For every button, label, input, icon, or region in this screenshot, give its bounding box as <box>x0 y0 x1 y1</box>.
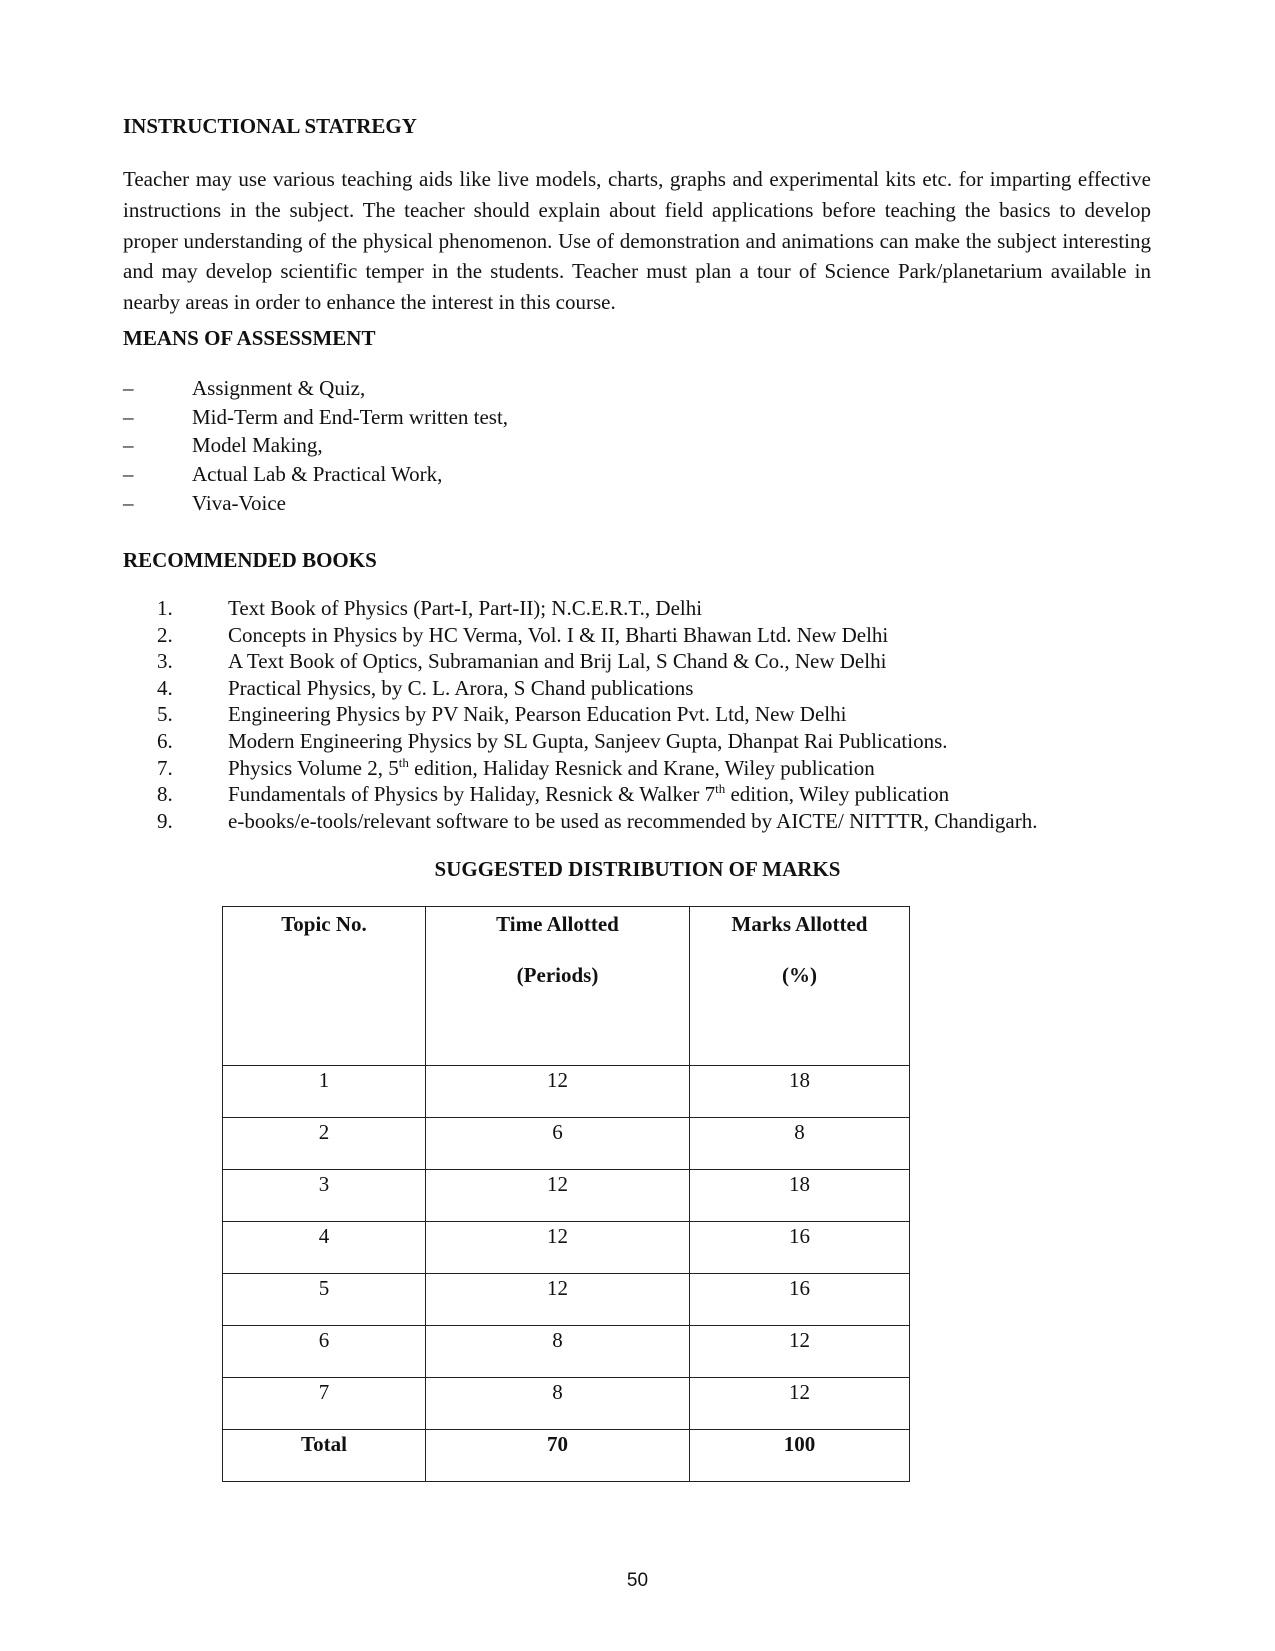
list-item-text <box>228 782 949 807</box>
list-item-number: 9. <box>157 808 173 833</box>
list-item-text-part: edition, Haliday Resnick and Krane, Wiley publication <box>408 755 875 780</box>
header-topic-no <box>223 907 426 1066</box>
table-row <box>223 1222 910 1274</box>
page-number: 50 <box>626 1570 649 1591</box>
bullet-dash: – <box>123 376 134 400</box>
cell-marks: 16 <box>690 1274 910 1326</box>
cell-topic: 1 <box>223 1066 426 1118</box>
table-total-row <box>223 1430 910 1482</box>
cell-marks: 12 <box>690 1378 910 1430</box>
cell-time: 6 <box>426 1118 690 1170</box>
cell-marks: 12 <box>690 1326 910 1378</box>
bullet-dash: – <box>123 404 134 429</box>
bullet-dash: – <box>123 462 134 487</box>
list-item-text: Model Making, <box>192 433 323 458</box>
cell-topic: 6 <box>223 1326 426 1378</box>
list-item-number: 8. <box>157 782 173 807</box>
cell-total-label: Total <box>223 1430 426 1482</box>
table-row <box>223 1326 910 1378</box>
recommended-books-heading: RECOMMENDED BOOKS <box>123 548 377 572</box>
cell-marks: 18 <box>690 1066 910 1118</box>
list-item-number: 7. <box>157 755 173 780</box>
ordinal-superscript: th <box>715 781 726 797</box>
cell-topic: 4 <box>223 1222 426 1274</box>
cell-marks: 8 <box>690 1118 910 1170</box>
header-time-allotted <box>426 907 690 1066</box>
list-item-number: 1. <box>157 596 173 620</box>
header-subtext: (Periods) <box>516 963 599 987</box>
cell-topic: 2 <box>223 1118 426 1170</box>
cell-time: 12 <box>426 1170 690 1222</box>
cell-time: 8 <box>426 1326 690 1378</box>
table-row <box>223 1274 910 1326</box>
list-item-text: Text Book of Physics (Part-I, Part-II); N.C.E.R.T., Delhi <box>228 596 703 620</box>
table-row <box>223 1170 910 1222</box>
cell-total-time: 70 <box>426 1430 690 1482</box>
means-of-assessment-heading: MEANS OF ASSESSMENT <box>123 326 376 350</box>
list-item-number: 4. <box>157 675 173 700</box>
table-header-row <box>223 907 910 1066</box>
table-row <box>223 1378 910 1430</box>
cell-time: 12 <box>426 1066 690 1118</box>
list-item-text: Assignment & Quiz, <box>192 376 366 400</box>
list-item-text: Actual Lab & Practical Work, <box>192 462 443 487</box>
bullet-dash: – <box>123 490 134 515</box>
list-item-text-part: Physics Volume 2, 5 <box>228 755 399 780</box>
instructional-strategy-paragraph: Teacher may use various teaching aids like live models, charts, graphs and experimental kits etc. for imparting effective instructions in the subject. The teacher should explain about field applications before teaching the basics to develop proper understanding of the physical phenomenon. Use of demonstration and animations can make the subject interesting and may develop scientific temper in the students. Teacher must plan a tour of Science Park/planetarium available in nearby areas in order to enhance the interest in this course. <box>123 167 1151 315</box>
header-text: Time Allotted <box>496 912 619 936</box>
bullet-dash: – <box>123 433 134 458</box>
list-item-text: Viva-Voice <box>192 490 286 515</box>
list-item-number: 3. <box>157 649 173 674</box>
cell-time: 12 <box>426 1222 690 1274</box>
cell-time: 8 <box>426 1378 690 1430</box>
header-subtext: (%) <box>782 963 817 987</box>
list-item-number: 6. <box>157 728 173 753</box>
header-text: Marks Allotted <box>731 912 868 936</box>
cell-topic: 5 <box>223 1274 426 1326</box>
list-item-text: e-books/e-tools/relevant software to be used as recommended by AICTE/ NITTTR, Chandigarh. <box>228 808 1038 833</box>
header-text: Topic No. <box>281 912 367 936</box>
list-item-text: Engineering Physics by PV Naik, Pearson Education Pvt. Ltd, New Delhi <box>228 702 847 727</box>
list-item-number: 2. <box>157 622 173 647</box>
header-marks-allotted <box>690 907 910 1066</box>
cell-topic: 3 <box>223 1170 426 1222</box>
table-row <box>223 1118 910 1170</box>
cell-topic: 7 <box>223 1378 426 1430</box>
list-item-text: Mid-Term and End-Term written test, <box>192 404 509 429</box>
list-item-text-part: Fundamentals of Physics by Haliday, Resnick & Walker 7 <box>228 782 716 807</box>
list-item-text-part: edition, Wiley publication <box>725 782 950 807</box>
ordinal-superscript: th <box>398 754 409 770</box>
marks-distribution-table <box>222 906 910 1482</box>
cell-marks: 16 <box>690 1222 910 1274</box>
list-item-text: A Text Book of Optics, Subramanian and Brij Lal, S Chand & Co., New Delhi <box>228 649 887 674</box>
cell-marks: 18 <box>690 1170 910 1222</box>
list-item-number: 5. <box>157 702 173 727</box>
list-item-text: Modern Engineering Physics by SL Gupta, Sanjeev Gupta, Dhanpat Rai Publications. <box>228 728 948 753</box>
cell-time: 12 <box>426 1274 690 1326</box>
list-item-text <box>228 756 875 781</box>
table-row <box>223 1066 910 1118</box>
cell-total-marks: 100 <box>690 1430 910 1482</box>
instructional-strategy-heading: INSTRUCTIONAL STATREGY <box>123 114 417 138</box>
list-item-text: Practical Physics, by C. L. Arora, S Chand publications <box>228 675 694 700</box>
list-item-text: Concepts in Physics by HC Verma, Vol. I & II, Bharti Bhawan Ltd. New Delhi <box>228 622 889 647</box>
distribution-title: SUGGESTED DISTRIBUTION OF MARKS <box>434 857 841 881</box>
